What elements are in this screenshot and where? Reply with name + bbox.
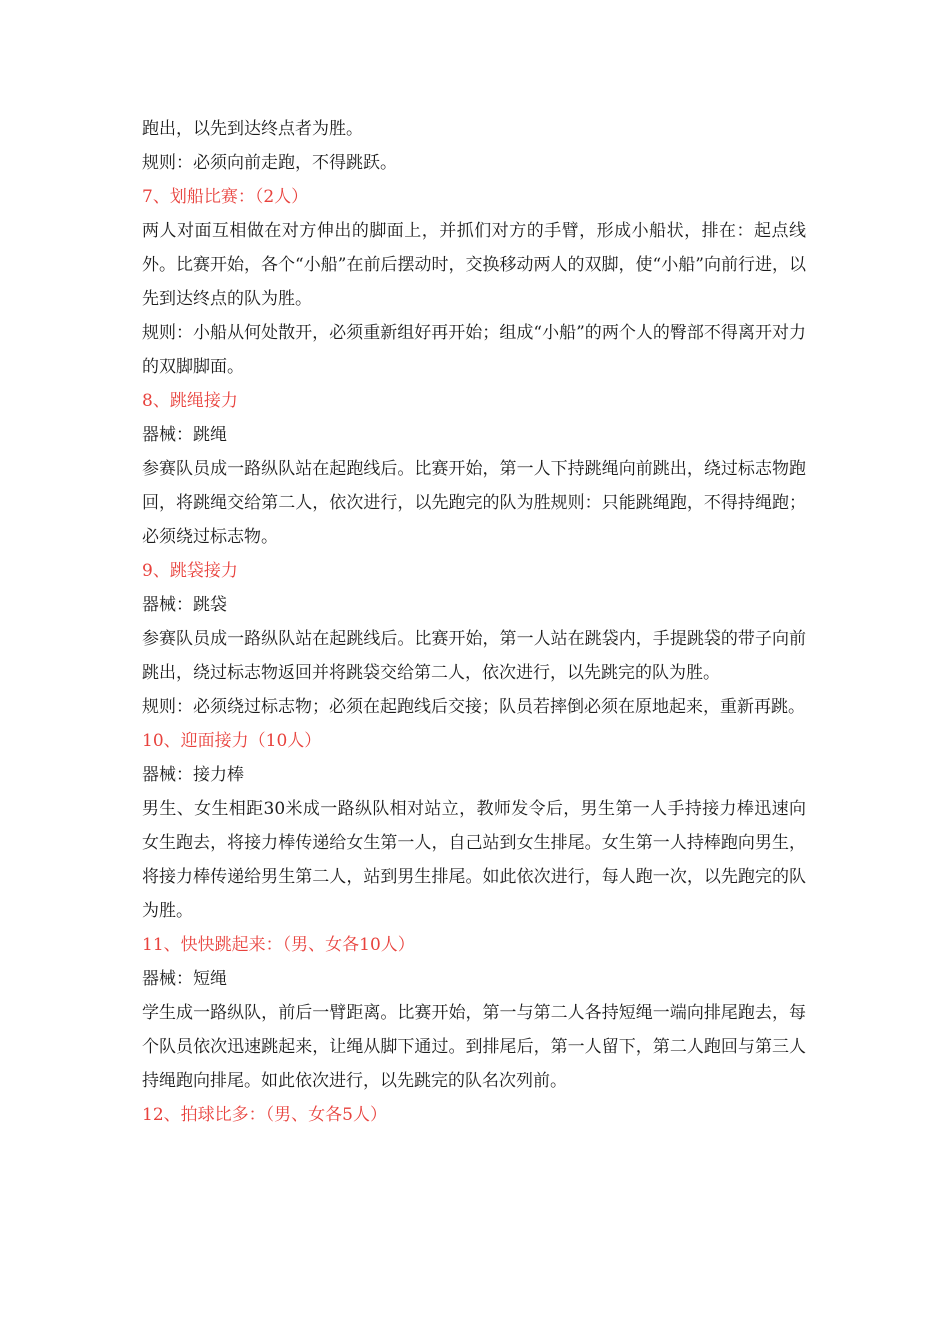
equipment-line: 器械：跳袋 bbox=[142, 595, 227, 615]
equipment-line: 器械：跳绳 bbox=[142, 425, 227, 445]
equipment-line: 器械：短绳 bbox=[142, 969, 227, 989]
document-body bbox=[142, 112, 806, 1132]
paragraph: 两人对面互相做在对方伸出的脚面上，并抓们对方的手臂，形成小船状，排在：起点线外。比赛开始，各个“小船”在前后摆动时，交换移动两人的双脚，使“小船”向前行进，以先到达终点的队为胜。 bbox=[142, 221, 806, 309]
rule-paragraph: 规则：小船从何处散开，必须重新组好再开始；组成“小船”的两个人的臀部不得离开对力的双脚脚面。 bbox=[142, 323, 806, 377]
rule-paragraph: 规则：必须向前走跑，不得跳跃。 bbox=[142, 153, 397, 173]
paragraph: 学生成一路纵队，前后一臂距离。比赛开始，第一与第二人各持短绳一端向排尾跑去，每个队员依次迅速跳起来，让绳从脚下通过。到排尾后，第一人留下，第二人跑回与第三人持绳跑向排尾。如此依次进行，以先跳完的队名次列前。 bbox=[142, 1003, 806, 1091]
section-heading-7: 7、划船比赛：（2人） bbox=[142, 187, 309, 207]
section-heading-9: 9、跳袋接力 bbox=[142, 561, 238, 581]
section-heading-10: 10、迎面接力（10人） bbox=[142, 731, 322, 751]
equipment-line: 器械：接力棒 bbox=[142, 765, 244, 785]
section-heading-12: 12、拍球比多：（男、女各5人） bbox=[142, 1105, 387, 1125]
section-heading-11: 11、快快跳起来：（男、女各10人） bbox=[142, 935, 415, 955]
paragraph: 参赛队员成一路纵队站在起跳线后。比赛开始，第一人站在跳袋内，手提跳袋的带子向前跳出，绕过标志物返回并将跳袋交给第二人，依次进行，以先跳完的队为胜。 bbox=[142, 629, 806, 683]
paragraph: 参赛队员成一路纵队站在起跑线后。比赛开始，第一人下持跳绳向前跳出，绕过标志物跑回，将跳绳交给第二人，依次进行，以先跑完的队为胜规则：只能跳绳跑，不得持绳跑；必须绕过标志物。 bbox=[142, 459, 806, 547]
paragraph: 男生、女生相距30米成一路纵队相对站立，教师发令后，男生第一人手持接力棒迅速向女生跑去，将接力棒传递给女生第一人，自己站到女生排尾。女生第一人持棒跑向男生，将接力棒传递给男生第二人，站到男生排尾。如此依次进行，每人跑一次，以先跑完的队为胜。 bbox=[142, 799, 806, 921]
section-heading-8: 8、跳绳接力 bbox=[142, 391, 238, 411]
rule-paragraph: 规则：必须绕过标志物；必须在起跑线后交接；队员若摔倒必须在原地起来，重新再跳。 bbox=[142, 697, 805, 717]
paragraph: 跑出，以先到达终点者为胜。 bbox=[142, 119, 363, 139]
